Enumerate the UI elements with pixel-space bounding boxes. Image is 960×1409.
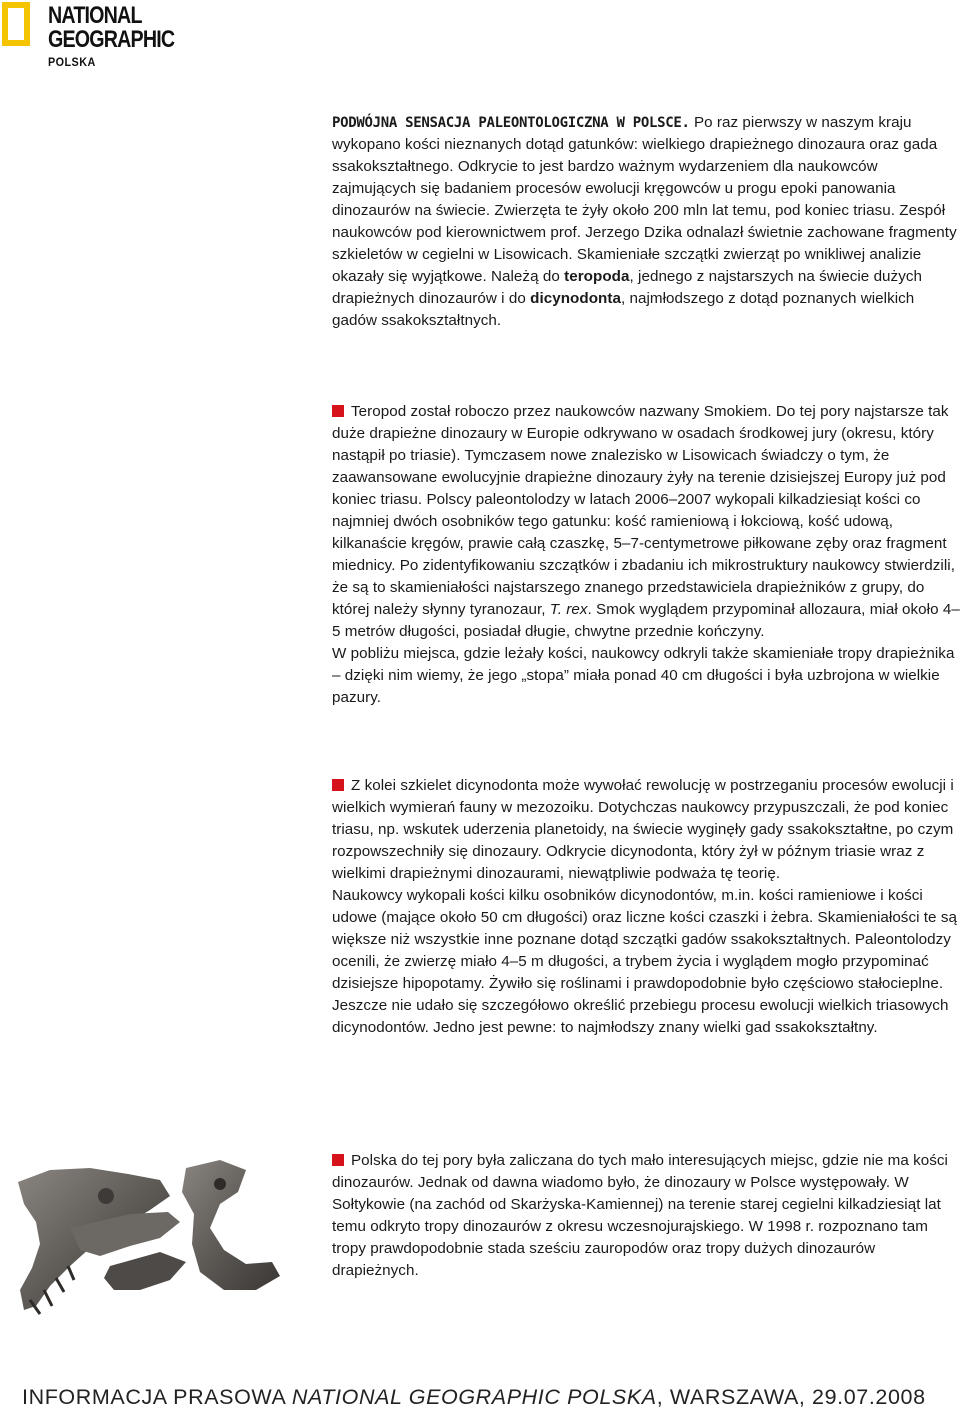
national-geographic-logo — [2, 2, 192, 70]
highlight-dicynodonta: dicynodonta — [530, 290, 621, 307]
paragraph-teropod: Teropod został roboczo przez naukowców nazwany Smokiem. Do tej pory najstarsze tak duże drapieżne dinozaury w Europie odkrywano w osadach środkowej jury (okresu, który nastąpił po triasie). Tymczasem nowe znalezisko w Lisowicach świadczy o tym, że zaawansowane ewolucyjnie drapieżne dinozaury żyły na terenie dzisiejszej Europy już pod koniec triasu. Polscy paleontolodzy w latach 2006–2007 wykopali kilkadziesiąt kości co najmniej dwóch osobników tego gatunku: kość ramieniową i łokciową, kość udową, kilkanaście kręgów, prawie całą czaszkę, 5–7-centymetrowe piłkowane zęby oraz fragment miednicy. Po zidentyfikowaniu szczątków i zbadaniu ich mikrostruktury naukowcy stwierdzili, że są to skamieniałości najstarszego znanego przedstawiciela drapieżników z grupy, do której należy słynny tyranozaur, T. rex. Smok wyglądem przypominał allozaura, miał około 4–5 metrów długości, posiadał długie, chwytne przednie kończyny. W pobliżu miejsca, gdzie leżały kości, naukowcy odkryli także skamieniałe tropy drapieżnika – dzięki nim wiemy, że jego „stopa” miała ponad 40 cm długości i była uzbrojona w wielkie pazury. — [332, 403, 960, 706]
logo-wordmark — [48, 4, 202, 68]
fossil-skull-image — [10, 1140, 310, 1330]
lead-headline: PODWÓJNA SENSACJA PALEONTOLOGICZNA W POLSCE. — [332, 115, 690, 131]
logo-line-geographic: GEOGRAPHIC — [48, 26, 175, 53]
paragraph-dicynodont: Z kolei szkielet dicynodonta może wywołać rewolucję w postrzeganiu procesów ewolucji i wielkich wymierań fauny w mezozoiku. Dotychczas naukowcy przypuszczali, że pod koniec triasu, np. wskutek uderzenia planetoidy, na świecie wyginęły gady ssakokształtne, po czym rozpowszechniły się dinozaury. Odkrycie dicynodonta, który żył w późnym triasie wraz z wielkimi drapieżnymi dinozaurami, niewątpliwie podważa tę teorię. Naukowcy wykopali kości kilku osobników dicynodontów, m.in. kości ramieniowe i kości udowe (mające około 50 cm długości) oraz liczne kości czaszki i żebra. Skamieniałości te są większe niż wszystkie inne poznane dotąd szczątki gadów ssakokształtnych. Paleontolodzy ocenili, że zwierzę miało 4–5 m długości, a trybem życia i wyglądem mogło przypominać dzisiejsze hipopotamy. Żywiło się roślinami i prawdopodobnie było częściowo stałocieplne. Jeszcze nie udało się szczegółowo określić przebiegu procesu ewolucji wielkich triasowych dicynodontów. Jedno jest pewne: to najmłodszy znany wielki gad ssakokształtny. — [332, 777, 957, 1036]
footer-press-info: INFORMACJA PRASOWA NATIONAL GEOGRAPHIC POLSKA, WARSZAWA, 29.07.2008 — [22, 1385, 926, 1409]
red-square-bullet-icon — [332, 405, 344, 417]
paragraph-intro: PODWÓJNA SENSACJA PALEONTOLOGICZNA W POLSCE. Po raz pierwszy w naszym kraju wykopano kości nieznanych dotąd gatunków: wielkiego drapieżnego dinozaura oraz gada ssakokształtnego. Odkrycie to jest bardzo ważnym wydarzeniem dla naukowców zajmujących się badaniem procesów ewolucji kręgowców u progu epoki panowania dinozaurów na świecie. Zwierzęta te żyły około 200 mln lat temu, pod koniec triasu. Zespół naukowców pod kierownictwem prof. Jerzego Dzika odnalazł świetnie zachowane fragmenty szkieletów w cegielni w Lisowicach. Skamieniałe szczątki zwierząt po wnikliwej analizie okazały się wyjątkowe. Należą do teropoda, jednego z najstarszych na świecie dużych drapieżnych dinozaurów i do dicynodonta, najmłodszego z dotąd poznanych wielkich gadów ssakokształtnych. — [332, 114, 957, 329]
paragraph-poland: Polska do tej pory była zaliczana do tych mało interesujących miejsc, gdzie nie ma kości dinozaurów. Jednak od dawna wiadomo było, że dinozaury w Polsce występowały. W Sołtykowie (na zachód od Skarżyska-Kamiennej) na terenie starej cegielni kilkadziesiąt lat temu odkryto tropy dinozaurów z okresu wczesnojurajskiego. W 1998 r. rozpoznano tam tropy prawdopodobnie stada sześciu zauropodów oraz tropy dużych dinozaurów drapieżnych. — [332, 1152, 948, 1279]
yellow-frame-icon — [2, 2, 30, 46]
logo-line-national: NATIONAL — [48, 2, 142, 29]
red-square-bullet-icon — [332, 779, 344, 791]
red-square-bullet-icon — [332, 1154, 344, 1166]
italic-t-rex: T. rex — [549, 601, 588, 618]
logo-line-polska: POLSKA — [48, 55, 96, 69]
footer-brand: NATIONAL GEOGRAPHIC POLSKA — [291, 1385, 657, 1409]
highlight-teropoda: teropoda — [564, 268, 630, 285]
